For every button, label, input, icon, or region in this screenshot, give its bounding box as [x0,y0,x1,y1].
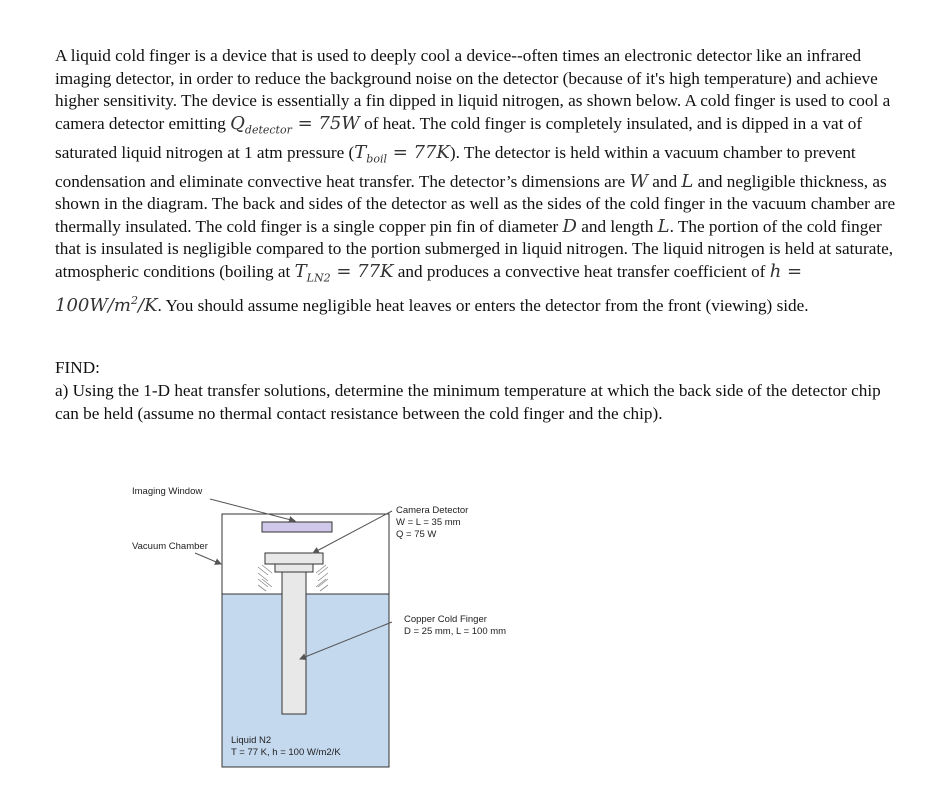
find-heading: FIND: [55,358,100,377]
l-symbol-2: L [657,215,670,237]
q-detector-symbol: $Q_{detector} = 75W$ [230,112,360,137]
l-symbol: L [681,170,694,192]
imaging-window [262,522,332,532]
vacuum-chamber-label: Vacuum Chamber [132,541,208,552]
camera-detector [265,553,323,564]
t-boil-symbol: $T_{boil} = 77K$ [354,141,450,166]
cold-finger-stem [282,572,306,714]
liquid-n2-props: T = 77 K, h = 100 W/m2/K [231,747,341,758]
camera-detector-q: Q = 75 W [396,529,437,540]
camera-detector-label: Camera Detector [396,505,469,516]
find-part-a: a) Using the 1-D heat transfer solutions, determine the minimum temperature at which the back side of the detector chip can be held (assume no thermal contact resistance between the cold finger and the chip). [55,381,881,423]
w-symbol: W [629,170,648,192]
problem-statement: A liquid cold finger is a device that is used to deeply cool a device--often times an electronic detector like an infrared imaging detector, in order to reduce the background noise on the detector (because of it's high temperature) and achieve higher sensitivity. The device is essentially a fin dipped in liquid nitrogen, as shown below. A cold finger is used to cool a camera detector emitting $Q_{detector} = 75W$ of heat. The cold finger is completely insulated, and is dipped in a vat of saturated liquid nitrogen at 1 atm pressure $(T_{boil} = 77K)$. The detector is held within a vacuum chamber to prevent condensation and eliminate convective heat transfer. The detector’s dimensions are W and L and negligible thickness, as shown in the diagram. The back and sides of the detector as well as the sides of the cold finger in the vacuum chamber are thermally insulated. The cold finger is a single copper pin fin of diameter D and length L. The portion of the cold finger that is insulated is negligible compared to the portion submerged in liquid nitrogen. The liquid nitrogen is held at saturate, atmospheric conditions (boiling at $T_{LN2} = 77K$ and produces a convective heat transfer coefficient of $h = 100W/m^2/K$. You should assume negligible heat leaves or enters the detector from the front (viewing) side. [55,46,896,316]
cold-finger-label: Copper Cold Finger [404,614,487,625]
liquid-n2-label: Liquid N2 [231,735,272,746]
d-symbol: D [562,215,577,237]
cold-finger-cap [275,564,313,572]
camera-detector-dims: W = L = 35 mm [396,517,461,528]
t-ln2-symbol: $T_{LN2} = 77K$ [294,260,394,285]
cold-finger-dims: D = 25 mm, L = 100 mm [404,626,507,637]
vacuum-chamber-leader [195,553,221,564]
imaging-window-label: Imaging Window [132,486,203,497]
h-expression: $h = 100W/m^2/K$ [55,260,803,316]
